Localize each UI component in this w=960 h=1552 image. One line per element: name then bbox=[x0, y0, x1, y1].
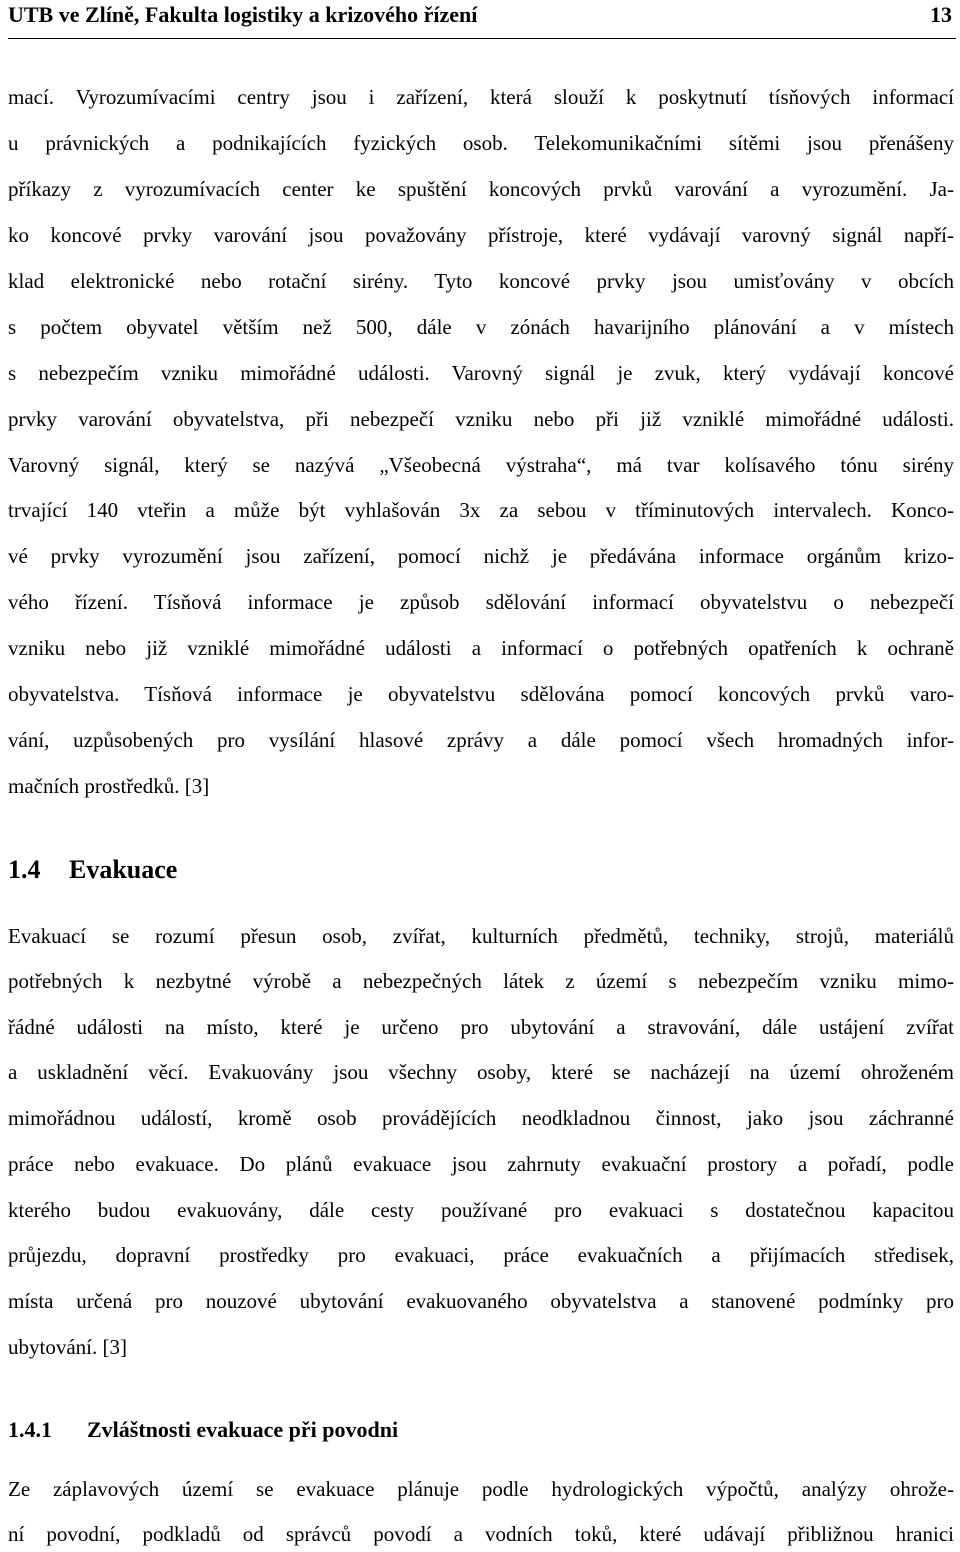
text-line: mimořádnou událostí, kromě osob provádějících neodkladnou činnost, jako jsou záchranné bbox=[8, 1106, 954, 1130]
text-line: ko koncové prvky varování jsou považovány přístroje, které vydávají varovný signál napří- bbox=[8, 223, 954, 247]
text-line: potřebných k nezbytné výrobě a nebezpečných látek z území s nebezpečím vzniku mimo- bbox=[8, 969, 954, 993]
section-number: 1.4 bbox=[8, 855, 41, 884]
subsection-heading bbox=[8, 1417, 398, 1443]
text-line: kterého budou evakuovány, dále cesty používané pro evakuaci s dostatečnou kapacitou bbox=[8, 1198, 954, 1222]
text-line: řádné události na místo, které je určeno pro ubytování a stravování, dále ustájení zvířat bbox=[8, 1015, 954, 1039]
text-line: průjezdu, dopravní prostředky pro evakuaci, práce evakuačních a přijímacích středisek, bbox=[8, 1243, 954, 1267]
text-line: Evakuací se rozumí přesun osob, zvířat, kulturních předmětů, techniky, strojů, materiálů bbox=[8, 924, 954, 948]
running-title: UTB ve Zlíně, Fakulta logistiky a krizového řízení bbox=[8, 2, 478, 27]
page-header bbox=[8, 0, 956, 39]
text-line: obyvatelstva. Tísňová informace je obyvatelstvu sdělována pomocí koncových prvků varo- bbox=[8, 682, 954, 706]
text-line: vzniku nebo již vzniklé mimořádné události a informací o potřebných opatřeních k ochraně bbox=[8, 636, 954, 660]
text-line: příkazy z vyrozumívacích center ke spuštění koncových prvků varování a vyrozumění. Ja- bbox=[8, 177, 954, 201]
text-line: prvky varování obyvatelstva, při nebezpečí vzniku nebo při již vzniklé mimořádné události. bbox=[8, 407, 954, 431]
text-line: místa určená pro nouzové ubytování evakuovaného obyvatelstva a stanovené podmínky pro bbox=[8, 1289, 954, 1313]
text-line: s nebezpečím vzniku mimořádné události. Varovný signál je zvuk, který vydávají koncové bbox=[8, 361, 954, 385]
text-line: mačních prostředků. [3] bbox=[8, 774, 210, 798]
text-line: vé prvky vyrozumění jsou zařízení, pomocí nichž je předávána informace orgánům krizo- bbox=[8, 544, 954, 568]
text-line: s počtem obyvatel větším než 500, dále v zónách havarijního plánování a v místech bbox=[8, 315, 954, 339]
subsection-title: Zvláštnosti evakuace při povodni bbox=[87, 1417, 399, 1442]
text-line: klad elektronické nebo rotační sirény. Tyto koncové prvky jsou umisťovány v obcích bbox=[8, 269, 954, 293]
text-line: vého řízení. Tísňová informace je způsob sdělování informací obyvatelstvu o nebezpečí bbox=[8, 590, 954, 614]
text-line: Ze záplavových území se evakuace plánuje podle hydrologických výpočtů, analýzy ohrože- bbox=[8, 1477, 954, 1501]
text-line: Varovný signál, který se nazývá „Všeobecná výstraha“, má tvar kolísavého tónu sirény bbox=[8, 453, 954, 477]
text-line: vání, uzpůsobených pro vysílání hlasové zprávy a dále pomocí všech hromadných infor- bbox=[8, 728, 954, 752]
text-line: a uskladnění věcí. Evakuovány jsou všechny osoby, které se nacházejí na území ohroženém bbox=[8, 1060, 954, 1084]
text-line: práce nebo evakuace. Do plánů evakuace jsou zahrnuty evakuační prostory a pořadí, podle bbox=[8, 1152, 954, 1176]
text-line: trvající 140 vteřin a může být vyhlašován 3x za sebou v tříminutových intervalech. Konco- bbox=[8, 498, 954, 522]
text-line: mací. Vyrozumívacími centry jsou i zařízení, která slouží k poskytnutí tísňových informací bbox=[8, 85, 954, 109]
page-number: 13 bbox=[930, 2, 952, 27]
text-line: ní povodní, podkladů od správců povodí a vodních toků, které udávají přibližnou hranici bbox=[8, 1522, 954, 1546]
subsection-number: 1.4.1 bbox=[8, 1417, 52, 1442]
section-title: Evakuace bbox=[69, 855, 178, 884]
text-line: ubytování. [3] bbox=[8, 1335, 127, 1359]
section-heading bbox=[8, 855, 177, 885]
text-line: u právnických a podnikajících fyzických osob. Telekomunikačními sítěmi jsou přenášeny bbox=[8, 131, 954, 155]
